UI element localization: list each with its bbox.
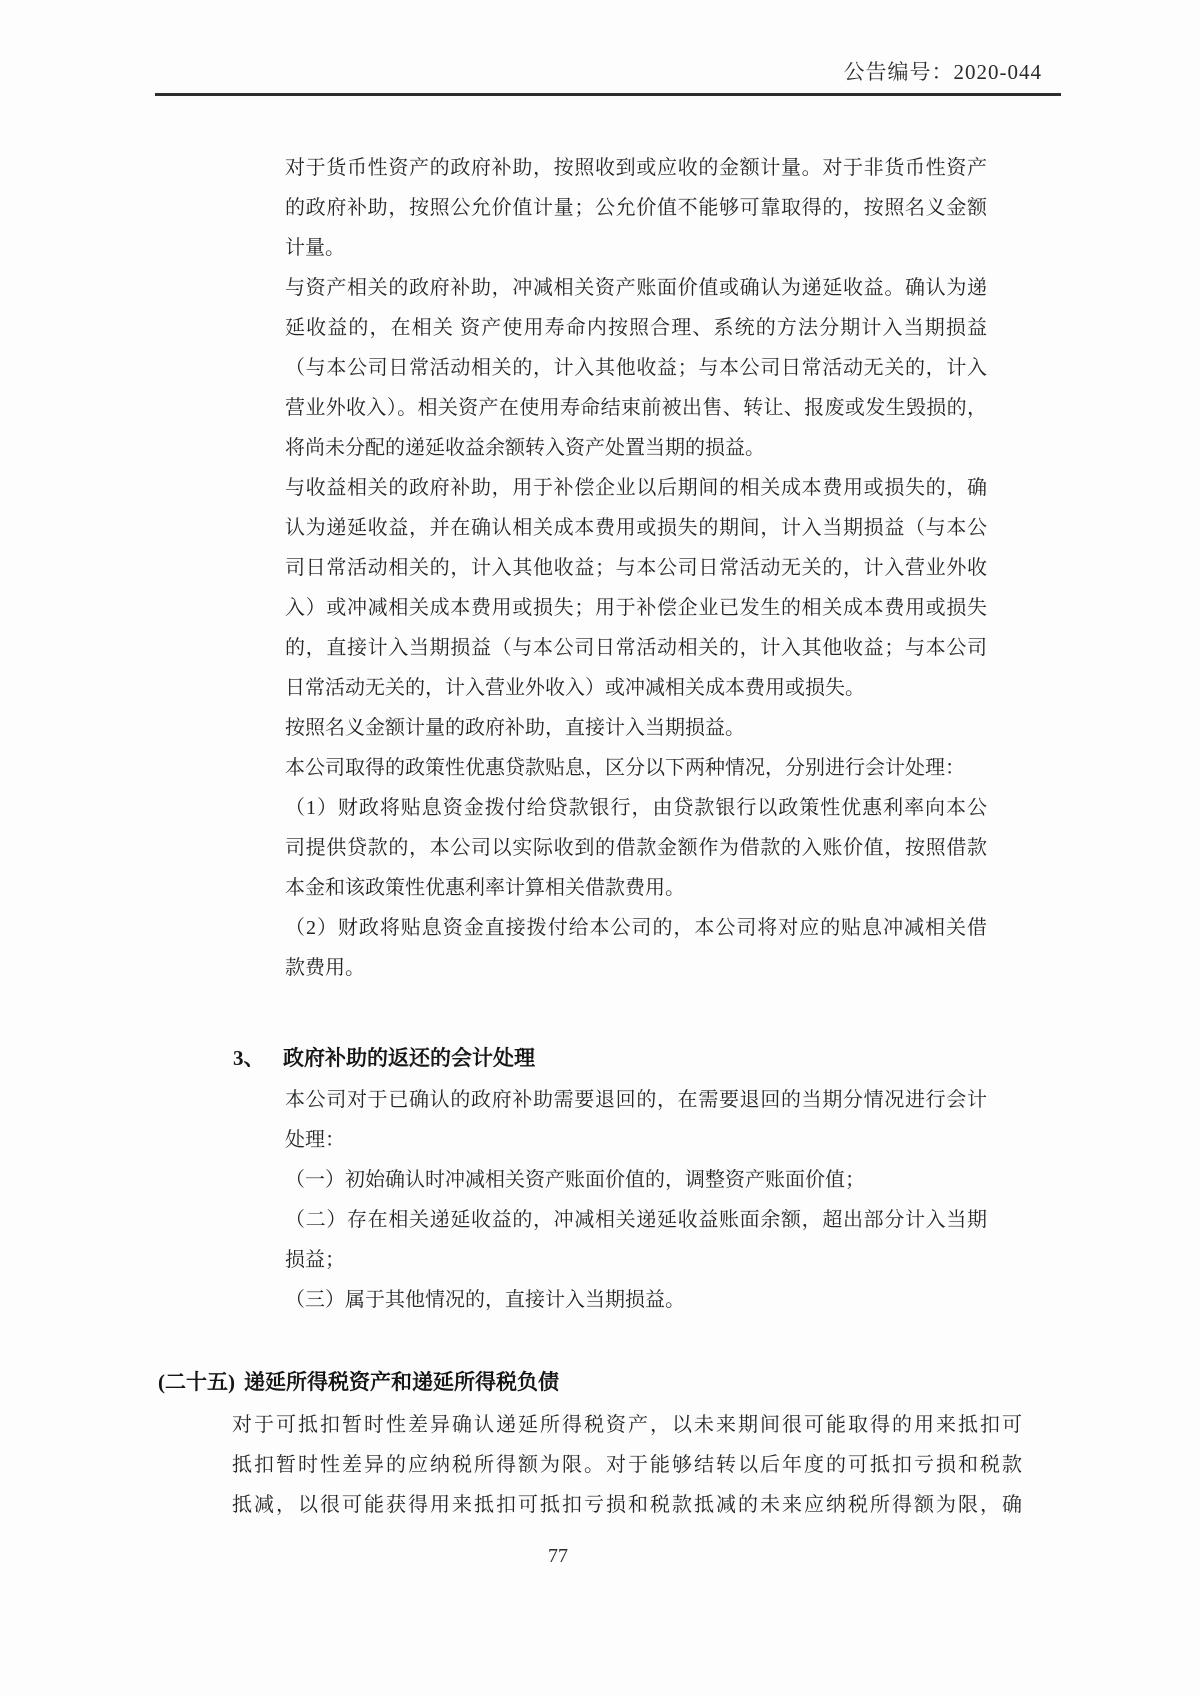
page-number: 77: [548, 1545, 568, 1567]
text-line: 司日常活动相关的，计入其他收益；与本公司日常活动无关的，计入营业外收: [285, 557, 987, 579]
text-line: 司提供贷款的，本公司以实际收到的借款金额作为借款的入账价值，按照借款: [285, 837, 987, 859]
text-line: 抵减，以很可能获得用来抵扣可抵扣亏损和税款抵减的未来应纳税所得额为限，确: [232, 1494, 1022, 1516]
text-line: 按照名义金额计量的政府补助，直接计入当期损益。: [285, 717, 745, 739]
text-line: 本金和该政策性优惠利率计算相关借款费用。: [285, 877, 685, 899]
section-3-title: 政府补助的返还的会计处理: [283, 1046, 535, 1070]
section-3-body: [285, 1080, 987, 1320]
text-line: 处理：: [285, 1129, 345, 1151]
text-line: （二）存在相关递延收益的，冲减相关递延收益账面余额，超出部分计入当期: [285, 1209, 987, 1231]
text-line: 日常活动无关的，计入营业外收入）或冲减相关成本费用或损失。: [285, 677, 865, 699]
text-line: 与收益相关的政府补助，用于补偿企业以后期间的相关成本费用或损失的，确: [285, 477, 987, 499]
text-line: （2）财政将贴息资金直接拨付给本公司的，本公司将对应的贴息冲减相关借: [285, 917, 987, 939]
text-line: 营业外收入）。相关资产在使用寿命结束前被出售、转让、报废或发生毁损的，: [285, 397, 987, 419]
section-25-number: (二十五): [158, 1370, 235, 1394]
text-line: 本公司取得的政策性优惠贷款贴息，区分以下两种情况，分别进行会计处理：: [285, 757, 965, 779]
text-line: 对于可抵扣暂时性差异确认递延所得税资产，以未来期间很可能取得的用来抵扣可: [232, 1414, 1022, 1436]
text-line: 抵扣暂时性差异的应纳税所得额为限。对于能够结转以后年度的可抵扣亏损和税款: [232, 1454, 1022, 1476]
text-line: （1）财政将贴息资金拨付给贷款银行，由贷款银行以政策性优惠利率向本公: [285, 797, 987, 819]
announcement-number: 公告编号：2020-044: [843, 60, 1042, 84]
header-divider: [155, 93, 1061, 96]
text-line: 损益；: [285, 1249, 345, 1271]
text-line: 将尚未分配的递延收益余额转入资产处置当期的损益。: [285, 437, 765, 459]
text-line: 入）或冲减相关成本费用或损失；用于补偿企业已发生的相关成本费用或损失: [285, 597, 987, 619]
text-line: 与资产相关的政府补助，冲减相关资产账面价值或确认为递延收益。确认为递: [285, 277, 987, 299]
text-line: （一）初始确认时冲减相关资产账面价值的，调整资产账面价值；: [285, 1169, 865, 1191]
text-line: 对于货币性资产的政府补助，按照收到或应收的金额计量。对于非货币性资产: [285, 157, 987, 179]
text-line: 款费用。: [285, 957, 365, 979]
text-line: 的政府补助，按照公允价值计量；公允价值不能够可靠取得的，按照名义金额: [285, 197, 987, 219]
section-3-number: 3、: [233, 1046, 265, 1070]
text-line: 本公司对于已确认的政府补助需要退回的，在需要退回的当期分情况进行会计: [285, 1089, 987, 1111]
text-line: 的，直接计入当期损益（与本公司日常活动相关的，计入其他收益；与本公司: [285, 637, 987, 659]
section-25-body: [232, 1405, 1022, 1525]
section-3-heading: [233, 1038, 535, 1078]
text-line: 认为递延收益，并在确认相关成本费用或损失的期间，计入当期损益（与本公: [285, 517, 987, 539]
section-25-title: 递延所得税资产和递延所得税负债: [244, 1370, 559, 1394]
text-line: （三）属于其他情况的，直接计入当期损益。: [285, 1289, 685, 1311]
text-line: 延收益的，在相关 资产使用寿命内按照合理、系统的方法分期计入当期损益: [285, 317, 987, 339]
text-line: 计量。: [285, 237, 345, 259]
government-subsidy-measurement-body: [285, 148, 987, 988]
text-line: （与本公司日常活动相关的，计入其他收益；与本公司日常活动无关的，计入: [285, 357, 987, 379]
section-25-heading: [158, 1362, 559, 1402]
